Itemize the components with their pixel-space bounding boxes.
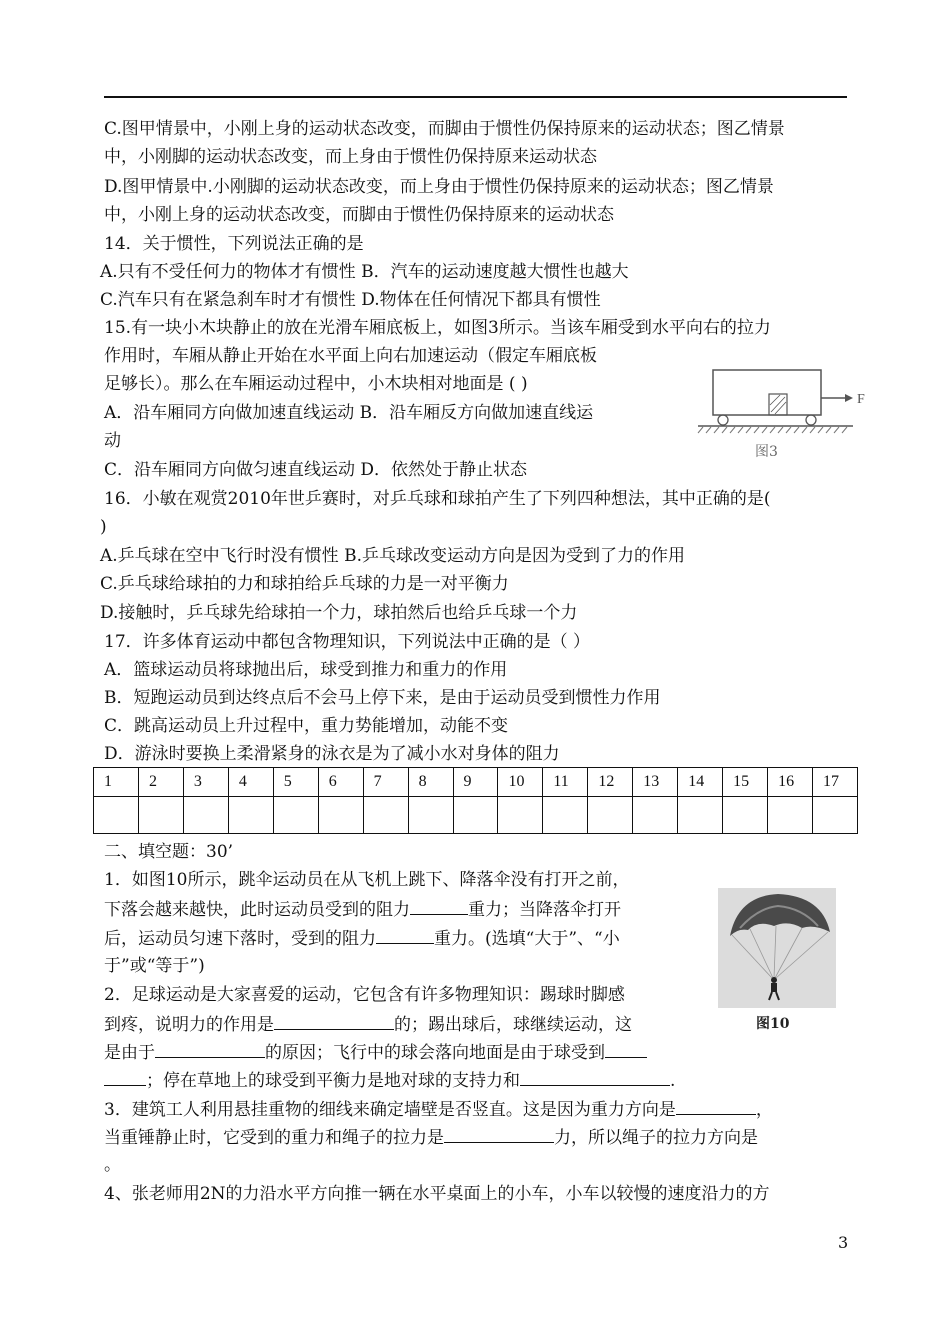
answer-cell[interactable]: [543, 797, 588, 834]
answer-cell[interactable]: [363, 797, 408, 834]
answer-cell[interactable]: [588, 797, 633, 834]
fill-3-line2: [104, 1125, 758, 1149]
answer-table-header-row: [94, 768, 858, 797]
answer-number: 3: [183, 768, 228, 797]
question-16-option-c: C.乒乓球给球拍的力和球拍给乒乓球的力是一对平衡力: [100, 574, 509, 594]
fill-2-text-e: ；停在草地上的球受到平衡力是地对球的支持力和: [146, 1071, 520, 1091]
fill-1-text-c: 后，运动员匀速下落时，受到的阻力: [104, 929, 376, 949]
option-c-line2: 中，小刚脚的运动状态改变，而上身由于惯性仍保持原来运动状态: [104, 147, 597, 167]
answer-cell[interactable]: [768, 797, 813, 834]
answer-cell[interactable]: [723, 797, 768, 834]
question-15-line1: 15.有一块小木块静止的放在光滑车厢底板上，如图3所示。当该车厢受到水平向右的拉力: [104, 318, 771, 338]
fill-3-text-c: 当重锤静止时，它受到的重力和绳子的拉力是: [104, 1128, 444, 1148]
answer-number: 15: [723, 768, 768, 797]
fill-2-blank-3b[interactable]: [104, 1068, 146, 1086]
answer-table-blank-row: [94, 797, 858, 834]
answer-table: [93, 767, 858, 834]
answer-number: 4: [228, 768, 273, 797]
answer-number: 7: [363, 768, 408, 797]
question-16-line2: ): [100, 517, 107, 537]
answer-cell[interactable]: [678, 797, 723, 834]
fill-1-text-d: 重力。(选填“大于”、“小: [434, 929, 620, 949]
force-label-f: F: [857, 392, 865, 407]
fill-2-blank-1[interactable]: [274, 1012, 394, 1030]
question-17-option-d: D．游泳时要换上柔滑紧身的泳衣是为了减小水对身体的阻力: [104, 744, 560, 764]
fill-2-line4: [104, 1068, 675, 1092]
fill-3-text-b: ，: [755, 1100, 773, 1120]
answer-number: 10: [498, 768, 543, 797]
answer-number: 17: [813, 768, 858, 797]
fill-2-blank-2[interactable]: [155, 1040, 265, 1058]
question-14-options-ab: A.只有不受任何力的物体才有惯性 B．汽车的运动速度越大惯性也越大: [100, 262, 629, 282]
figure-3-cart-diagram: [693, 360, 873, 460]
answer-number: 2: [138, 768, 183, 797]
fill-2-text-d: 的原因；飞行中的球会落向地面是由于球受到: [265, 1043, 605, 1063]
fill-1-line4: 于”或“等于”): [104, 956, 205, 976]
fill-1-line3: [104, 926, 620, 950]
answer-number: 1: [94, 768, 139, 797]
section-2-heading: 二、填空题：30’: [104, 842, 234, 862]
question-14-options-cd: C.汽车只有在紧急刹车时才有惯性 D.物体在任何情况下都具有惯性: [100, 290, 601, 310]
answer-cell[interactable]: [408, 797, 453, 834]
question-15-options-ab-wrap: 动: [104, 431, 121, 451]
fill-2-line3: [104, 1040, 647, 1064]
answer-number: 9: [453, 768, 498, 797]
option-c-line1: C.图甲情景中，小刚上身的运动状态改变，而脚由于惯性仍保持原来的运动状态；图乙情景: [104, 119, 785, 139]
fill-2-line1: 2．足球运动是大家喜爱的运动，它包含有许多物理知识：踢球时脚感: [104, 985, 625, 1005]
question-15-options-ab: A．沿车厢同方向做加速直线运动 B．沿车厢反方向做加速直线运: [104, 403, 594, 423]
fill-3-blank-1[interactable]: [676, 1097, 756, 1115]
fill-3-text-a: 3．建筑工人利用悬挂重物的细线来确定墙壁是否竖直。这是因为重力方向是: [104, 1100, 676, 1120]
question-16-option-d: D.接触时，乒乓球先给球拍一个力，球拍然后也给乒乓球一个力: [100, 603, 578, 623]
question-14: 14．关于惯性，下列说法正确的是: [104, 234, 364, 254]
fill-3-line1: [104, 1097, 773, 1121]
fill-1-line2: [104, 897, 621, 921]
answer-cell[interactable]: [498, 797, 543, 834]
answer-cell[interactable]: [228, 797, 273, 834]
fill-1-blank-1[interactable]: [410, 897, 468, 915]
answer-number: 5: [273, 768, 318, 797]
answer-cell[interactable]: [138, 797, 183, 834]
fill-1-text-a: 下落会越来越快，此时运动员受到的阻力: [104, 900, 410, 920]
fill-2-blank-4[interactable]: [520, 1068, 670, 1086]
fill-2-line2: [104, 1012, 632, 1036]
answer-number: 6: [318, 768, 363, 797]
answer-cell[interactable]: [633, 797, 678, 834]
answer-number: 8: [408, 768, 453, 797]
figure-10-caption: 图10: [756, 1016, 790, 1032]
fill-2-text-b: 的；踢出球后，球继续运动，这: [394, 1015, 632, 1035]
fill-1-text-b: 重力；当降落伞打开: [468, 900, 621, 920]
fill-1-blank-2[interactable]: [376, 926, 434, 944]
answer-number: 11: [543, 768, 588, 797]
answer-cell[interactable]: [318, 797, 363, 834]
answer-cell[interactable]: [813, 797, 858, 834]
fill-2-text-f: .: [670, 1071, 676, 1091]
fill-4-line1: 4、张老师用2N的力沿水平方向推一辆在水平桌面上的小车，小车以较慢的速度沿力的方: [104, 1184, 770, 1204]
fill-3-blank-2[interactable]: [444, 1125, 554, 1143]
question-17-option-c: C．跳高运动员上升过程中，重力势能增加，动能不变: [104, 716, 509, 736]
answer-cell[interactable]: [94, 797, 139, 834]
page-number: 3: [838, 1233, 849, 1252]
figure-10-parachutist-photo: [718, 888, 836, 1034]
answer-number: 12: [588, 768, 633, 797]
fill-1-line1: 1．如图10所示，跳伞运动员在从飞机上跳下、降落伞没有打开之前，: [104, 870, 630, 890]
fill-2-text-c: 是由于: [104, 1043, 155, 1063]
option-d-line1: D.图甲情景中.小刚脚的运动状态改变，而上身由于惯性仍保持原来的运动状态；图乙情景: [104, 177, 774, 197]
answer-cell[interactable]: [453, 797, 498, 834]
question-15-line2: 作用时，车厢从静止开始在水平面上向右加速运动（假定车厢底板: [104, 346, 597, 366]
fill-2-text-a: 到疼，说明力的作用是: [104, 1015, 274, 1035]
answer-number: 14: [678, 768, 723, 797]
question-16-options-ab: A.乒乓球在空中飞行时没有惯性 B.乒乓球改变运动方向是因为受到了力的作用: [100, 546, 685, 566]
answer-cell[interactable]: [273, 797, 318, 834]
fill-3-text-d: 力，所以绳子的拉力方向是: [554, 1128, 758, 1148]
answer-number: 13: [633, 768, 678, 797]
option-d-line2: 中，小刚上身的运动状态改变，而脚由于惯性仍保持原来的运动状态: [104, 205, 614, 225]
answer-cell[interactable]: [183, 797, 228, 834]
figure-3-caption: 图3: [755, 444, 778, 460]
header-rule: [104, 96, 847, 98]
question-17: 17．许多体育运动中都包含物理知识，下列说法中正确的是（ ）: [104, 632, 591, 652]
question-15-options-cd: C．沿车厢同方向做匀速直线运动 D．依然处于静止状态: [104, 460, 528, 480]
question-17-option-b: B．短跑运动员到达终点后不会马上停下来，是由于运动员受到惯性力作用: [104, 688, 661, 708]
fill-2-blank-3a[interactable]: [605, 1040, 647, 1058]
answer-number: 16: [768, 768, 813, 797]
fill-3-line3: 。: [104, 1155, 121, 1175]
question-16-line1: 16．小敏在观赏2010年世乒赛时，对乒乓球和球拍产生了下列四种想法，其中正确的是(: [104, 489, 771, 509]
question-17-option-a: A．篮球运动员将球抛出后，球受到推力和重力的作用: [104, 660, 508, 680]
question-15-line3: 足够长）。那么在车厢运动过程中，小木块相对地面是 ( ): [104, 374, 528, 394]
